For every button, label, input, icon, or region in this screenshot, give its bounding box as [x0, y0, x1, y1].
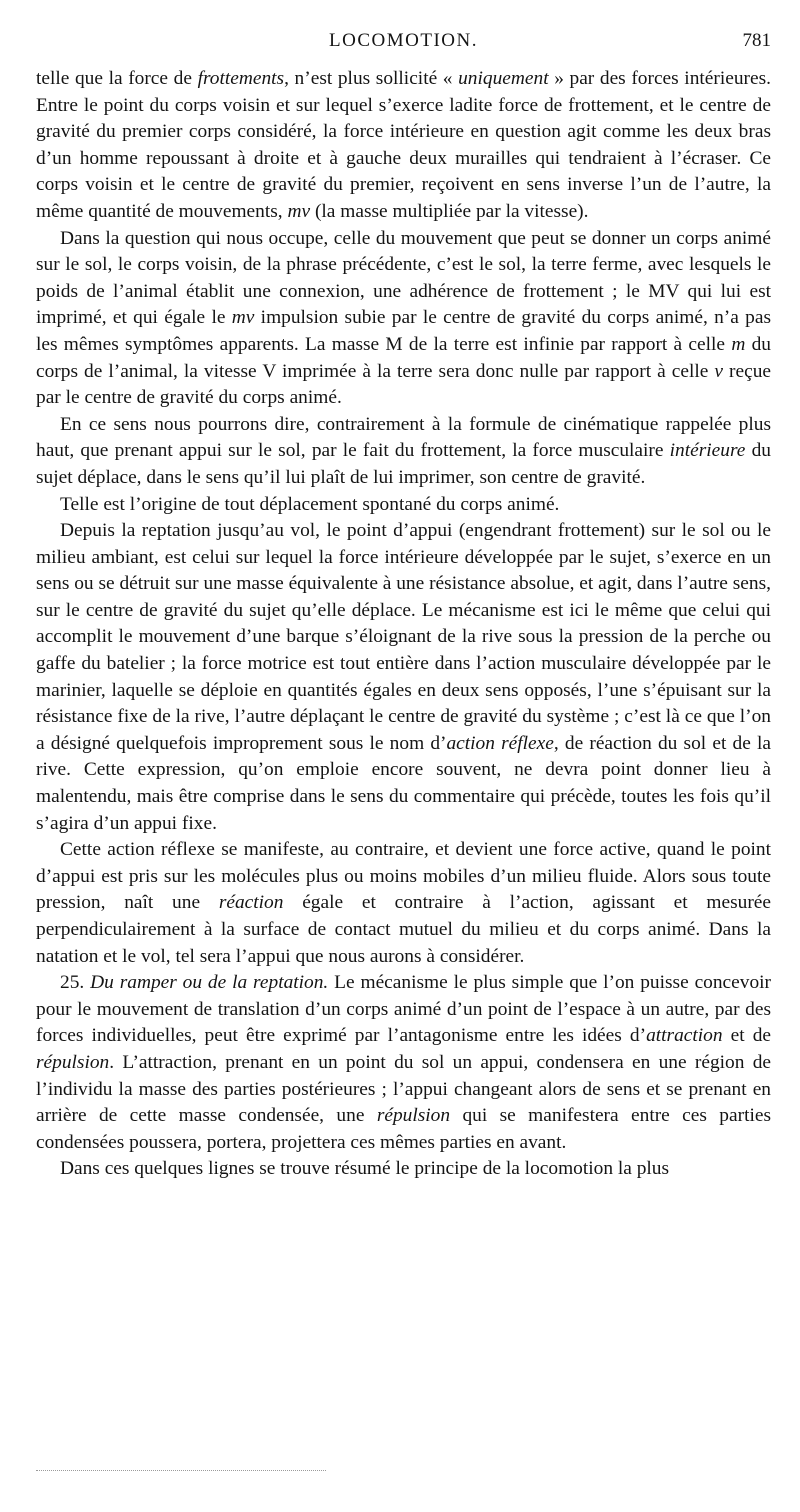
- text-run: , n’est plus sollicité «: [284, 68, 459, 89]
- body-text: [36, 66, 771, 1183]
- text-run: En ce sens nous pourrons dire, contrairement à la formule de cinématique rappelée plus haut, que prenant appui sur le sol, par le fait du frottement, la force musculaire: [36, 413, 771, 462]
- italic-text: répulsion: [36, 1051, 110, 1073]
- text-run: reçue par le centre de gravité du corps animé.: [36, 360, 772, 409]
- paragraph: [36, 970, 771, 1156]
- italic-text: répulsion: [376, 1105, 451, 1127]
- italic-text: v: [714, 360, 723, 382]
- text-run: Dans la question qui nous occupe, celle du mouvement que peut se donner un corps animé sur le sol, le corps voisin, de la phrase précédente, c’est le sol, la terre ferme, avec lesquels le poids de l’animal établit une connexion, une adhérence de frottement ; le MV qui lui est imprimé, et qui égale le: [36, 227, 771, 329]
- text-run: Le mécanisme le plus simple que l’on puisse concevoir pour le mouvement de translation d’un corps animé d’un point de l’espace à un autre, par des forces individuelles, peut être exprimé par l’antagonisme entre les idées d’: [36, 972, 772, 1047]
- italic-text: Du ramper ou de la reptation.: [90, 972, 329, 994]
- text-run: » par des forces intérieures. Entre le point du corps voisin et sur lequel s’exerce ladite force de frottement, et le centre de gravité du premier corps considéré, la force intérieure en question agit comme les deux bras d’un homme repoussant à droite et à gauche deux murailles qui tendraient à l’écraser. Ce corps voisin et le centre de gravité du premier, reçoivent en sens inverse l’un de l’autre, la même quantité de mouvements,: [36, 68, 771, 222]
- paragraph: [36, 226, 771, 412]
- italic-text: uniquement: [458, 68, 549, 89]
- italic-text: m: [731, 333, 746, 355]
- italic-text: attraction: [646, 1025, 723, 1047]
- text-run: . L’attraction, prenant en un point du sol un appui, condensera en une région de l’individu la masse des parties postérieures ; l’appui changeant alors de sens et se prenant en arrière de cette masse condensée, une: [36, 1051, 771, 1127]
- footer-rule: [36, 1470, 326, 1471]
- text-run: (la masse multipliée par la vitesse).: [310, 200, 589, 222]
- italic-text: intérieure: [669, 440, 746, 462]
- paragraph: [36, 518, 771, 837]
- text-run: Dans ces quelques lignes se trouve résumé le principe de la locomotion la plus: [60, 1158, 670, 1180]
- page-number: 781: [742, 30, 771, 51]
- text-run: , de réaction du sol et de la rive. Cette expression, qu’on emploie encore souvent, ne devra point donner lieu à malentendu, mais être comprise dans le sens du commentaire qui précède, toutes les fois qu’il s’agira d’un appui fixe.: [36, 732, 771, 834]
- text-run: du sujet déplace, dans le sens qu’il lui plaît de lui imprimer, son centre de gravité.: [36, 440, 771, 488]
- italic-text: mv: [231, 307, 255, 329]
- paragraph: [36, 837, 771, 970]
- text-run: qui se manifestera entre ces parties condensées poussera, portera, projettera ces mêmes parties en avant.: [36, 1105, 771, 1153]
- running-title: LOCOMOTION.: [329, 30, 478, 51]
- paragraph: [36, 492, 771, 519]
- text-run: Cette action réflexe se manifeste, au contraire, et devient une force active, quand le point d’appui est pris sur les molécules plus ou moins mobiles d’un milieu fluide. Alors sous toute pression, naît une: [36, 839, 771, 914]
- text-run: telle que la force de: [36, 68, 198, 89]
- text-run: Telle est l’origine de tout déplacement spontané du corps animé.: [60, 493, 560, 515]
- paragraph: [36, 66, 771, 226]
- text-run: impulsion subie par le centre de gravité du corps animé, n’a pas les mêmes symptômes apparents. La masse M de la terre est infinie par rapport à celle: [36, 307, 772, 355]
- italic-text: mv: [287, 200, 311, 222]
- paragraph: [36, 1156, 771, 1183]
- italic-text: réaction: [218, 892, 284, 914]
- italic-text: frottements: [197, 68, 285, 89]
- text-run: du corps de l’animal, la vitesse V imprimée à la terre sera donc nulle par rapport à celle: [36, 333, 771, 382]
- text-run: Depuis la reptation jusqu’au vol, le point d’appui (engendrant frottement) sur le sol ou le milieu ambiant, est celui sur lequel la force intérieure développée par le sujet, s’exerce en un sens ou se détruit sur une masse équivalente à une résistance absolue, et agit, dans l’autre sens, sur le centre de gravité du sujet qu’elle déplace. Le mécanisme est ici le même que celui qui accomplit le mouvement d’une barque s’éloignant de la rive sous la pression de la perche ou gaffe du batelier ; la force motrice est tout entière dans l’action musculaire développée par le marinier, laquelle se déploie en quantités égales en deux sens opposés, l’une s’épuisant sur la résistance fixe de la rive, l’autre déplaçant le centre de gravité du système ; c’est là ce que l’on a désigné quelquefois improprement sous le nom d’: [36, 520, 771, 754]
- paragraph: [36, 412, 771, 492]
- text-run: égale et contraire à l’action, agissant et mesurée perpendiculairement à la surface de contact mutuel du milieu et du corps animé. Dans la natation et le vol, tel sera l’appui que nous aurons à considérer.: [36, 892, 771, 967]
- page-header: [36, 30, 771, 60]
- text-run: et de: [722, 1025, 772, 1047]
- italic-text: action réflexe: [446, 732, 554, 754]
- text-run: 25.: [60, 972, 91, 994]
